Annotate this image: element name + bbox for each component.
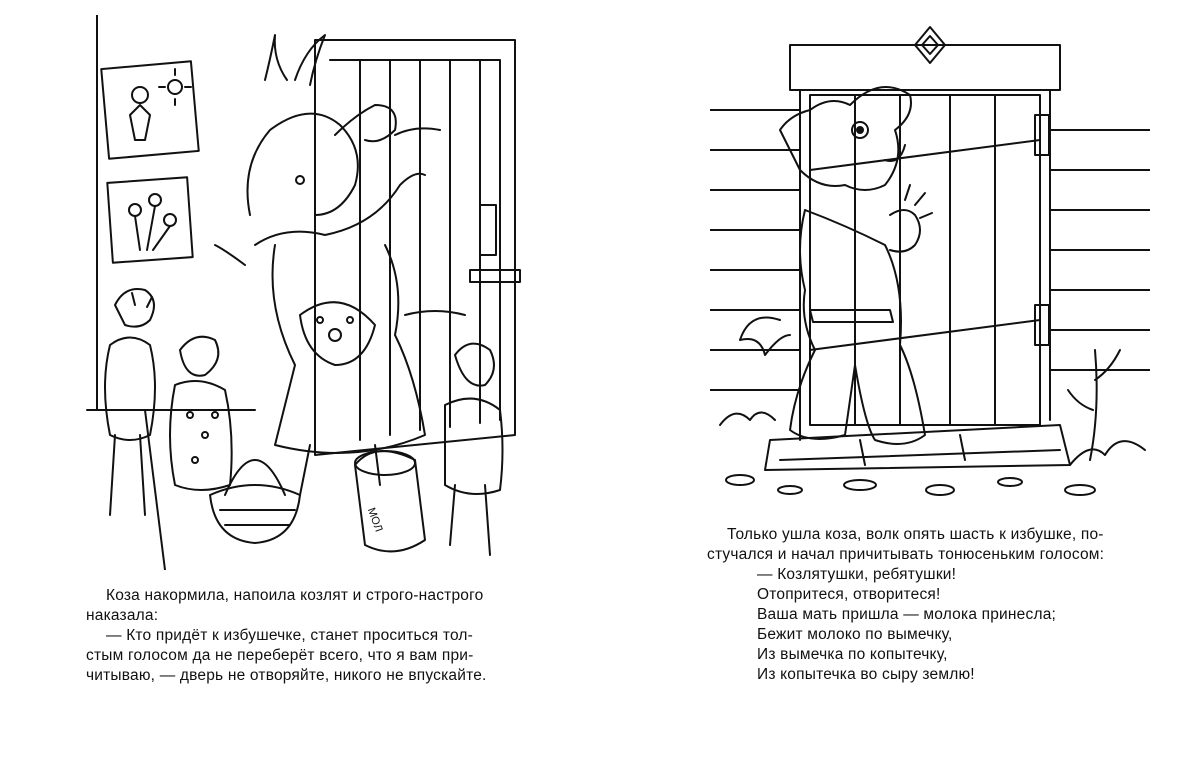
right-story-text	[707, 525, 1104, 685]
story-line: стым голосом да не переберёт всего, что я вам при-	[86, 647, 474, 664]
ground-stones-icon	[726, 475, 1095, 495]
verse-line: Из копытечка во сыру землю!	[757, 666, 975, 683]
flower-drawing-icon	[107, 177, 192, 262]
story-line: наказала:	[86, 607, 159, 624]
verse-line: — Козлятушки, ребятушки!	[757, 566, 957, 583]
door-icon	[315, 40, 520, 455]
goat-mother-with-kids-illustration	[85, 15, 535, 570]
story-line: стучался и начал причитывать тонюсеньким голосом:	[707, 546, 1105, 563]
story-line: — Кто придёт к избушечке, станет проситься тол-	[106, 627, 474, 644]
plant-icon	[720, 350, 1145, 465]
basket-icon	[210, 460, 300, 543]
verse-line: Бежит молоко по вымечку,	[757, 626, 953, 643]
story-line: Только ушла коза, волк опять шасть к избушке, по-	[727, 526, 1104, 543]
story-line: читываю, — дверь не отворяйте, никого не впускайте.	[86, 667, 487, 684]
verse-line: Из вымечка по копытечку,	[757, 646, 948, 663]
porch-steps-icon	[765, 425, 1070, 470]
milk-can-icon	[355, 451, 425, 551]
right-page	[600, 0, 1200, 770]
log-wall-icon	[710, 110, 1150, 390]
mother-goat-icon	[215, 35, 425, 495]
verse-line: Отопритеся, отворитеся!	[757, 586, 941, 603]
milk-can-label: МОЛ	[364, 506, 385, 534]
kid-goat-icon	[105, 289, 155, 515]
kid-goat-icon	[170, 337, 232, 490]
wolf-at-door-illustration	[710, 20, 1150, 505]
left-story-text	[86, 586, 487, 686]
verse-line: Ваша мать пришла — молока принесла;	[757, 606, 1057, 623]
wall-drawing-icon	[101, 61, 199, 159]
door-icon	[790, 27, 1060, 440]
story-line: Коза накормила, напоила козлят и строго-настрого	[106, 587, 484, 604]
kid-goat-icon	[445, 344, 503, 555]
